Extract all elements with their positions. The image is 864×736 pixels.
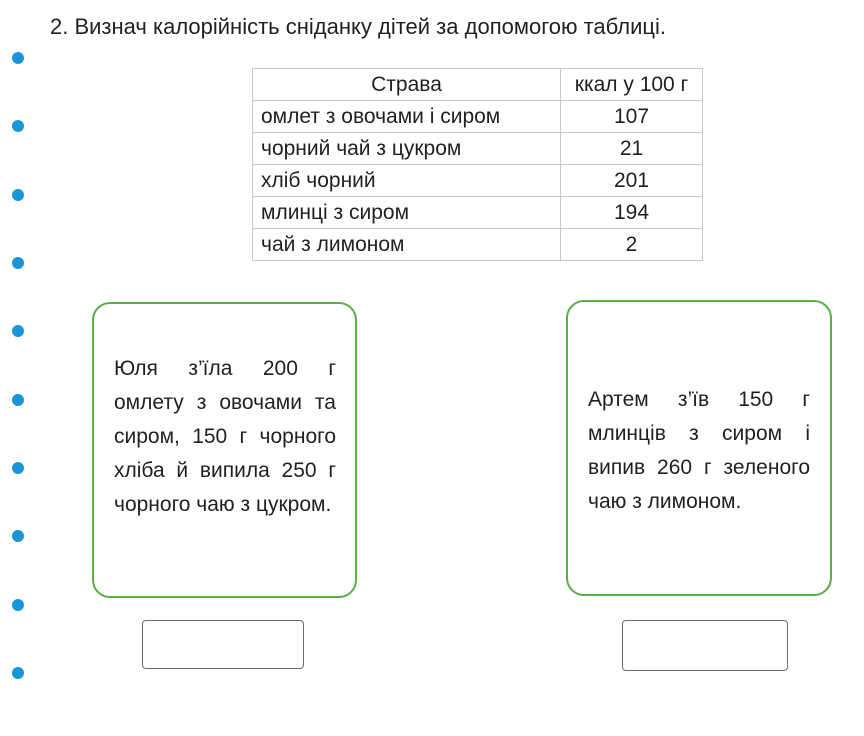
margin-dot <box>12 530 24 542</box>
dish-cell: чай з лимоном <box>253 229 561 261</box>
yulia-breakfast-card <box>92 302 357 598</box>
dish-cell: чорний чай з цукром <box>253 133 561 165</box>
margin-dot <box>12 394 24 406</box>
margin-dot <box>12 120 24 132</box>
table-header-row <box>253 69 703 101</box>
margin-dot <box>12 667 24 679</box>
table-row <box>253 165 703 197</box>
dish-cell: млинці з сиром <box>253 197 561 229</box>
margin-dot <box>12 52 24 64</box>
margin-dot <box>12 599 24 611</box>
calorie-table <box>252 68 703 261</box>
kcal-cell: 21 <box>561 133 703 165</box>
artem-breakfast-card <box>566 300 832 596</box>
dish-cell: хліб чорний <box>253 165 561 197</box>
table-row <box>253 101 703 133</box>
table-row <box>253 133 703 165</box>
margin-dot <box>12 257 24 269</box>
yulia-breakfast-text: Юля з’їла 200 г омлету з овочами та сиром, 150 г чорного хліба й випила 250 г чорного чаю з цукром. <box>114 357 336 516</box>
table-row <box>253 229 703 261</box>
kcal-cell: 107 <box>561 101 703 133</box>
kcal-cell: 194 <box>561 197 703 229</box>
kcal-cell: 2 <box>561 229 703 261</box>
kcal-cell: 201 <box>561 165 703 197</box>
margin-dot <box>12 462 24 474</box>
task-title: 2. Визнач калорійність сніданку дітей за допомогою таблиці. <box>50 14 666 39</box>
dish-cell: омлет з овочами і сиром <box>253 101 561 133</box>
margin-dot <box>12 325 24 337</box>
column-header-kcal: ккал у 100 г <box>561 69 703 101</box>
artem-breakfast-text: Артем з’їв 150 г млинців з сиром і випив 260 г зеленого чаю з лимоном. <box>588 388 810 513</box>
artem-answer-field[interactable] <box>622 620 788 671</box>
column-header-dish: Страва <box>253 69 561 101</box>
margin-dot <box>12 189 24 201</box>
yulia-answer-field[interactable] <box>142 620 304 669</box>
table-row <box>253 197 703 229</box>
